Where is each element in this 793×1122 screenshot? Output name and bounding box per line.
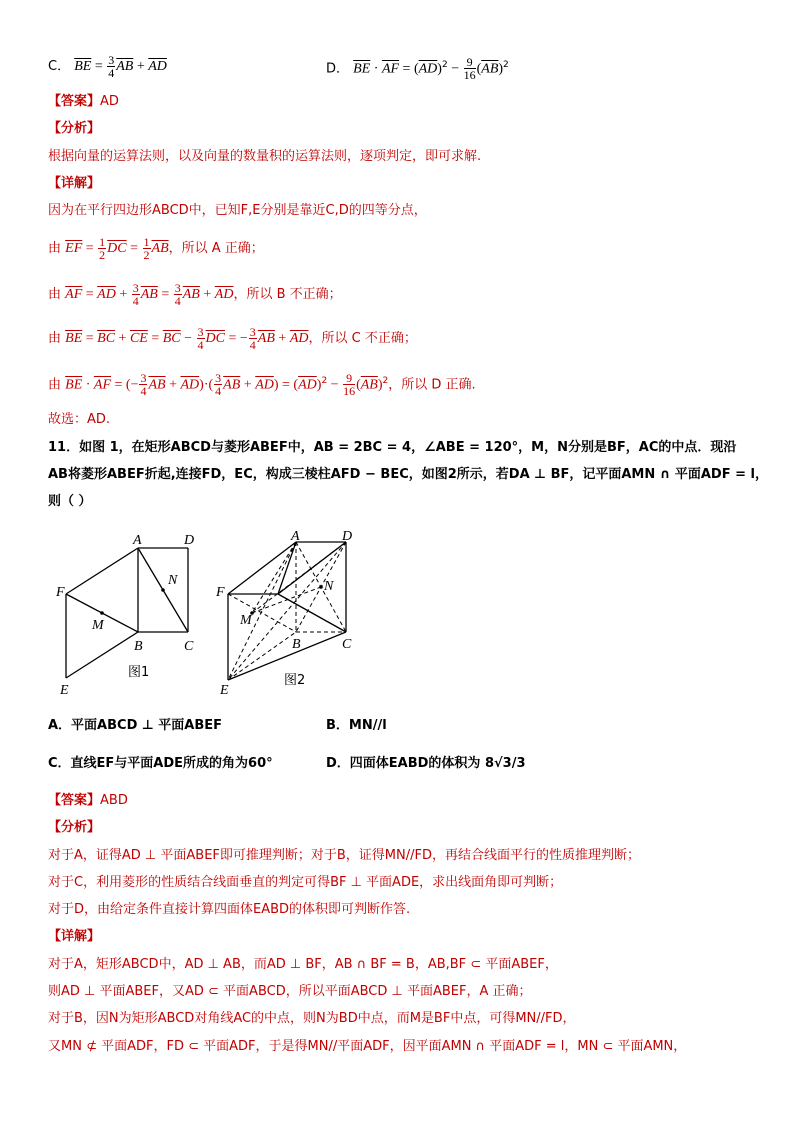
- q11-stem-line1: 11．如图 1，在矩形ABCD与菱形ABEF中，AB = 2BC = 4，∠ABE = 120°，M，N分别是BF，AC的中点．现沿: [48, 440, 737, 455]
- analysis-tag: 【分析】: [48, 820, 101, 835]
- figure-1: [50, 528, 200, 696]
- q10-detail-tag: [48, 173, 100, 195]
- q11-analysis-1: 对于A，证得AD ⊥ 平面ABEF即可推理判断；对于B，证得MN//FD，再结合线面平行的性质推理判断；: [48, 848, 640, 863]
- q11-stem-line3: 则（ ）: [48, 494, 92, 509]
- q10-option-d-label: D．: [326, 61, 350, 77]
- q10-step-c: 由 $\overline{BE} = \overline{BC} + \overline{CE} = \overline{BC}$ − $\frac{3}{4}$ $\overline{DC}$ = − $\frac{3}{4}$ $\overline{AB} + \overline{AD}$，所以 C 不正确；: [48, 325, 417, 352]
- q11-detail-4: 又MN ⊄ 平面ADF，FD ⊂ 平面ADF，于是得MN//平面ADF，因平面AMN ∩ 平面ADF = l，MN ⊂ 平面AMN，: [48, 1039, 687, 1054]
- q10-analysis-text: 根据向量的运算法则，以及向量的数量积的运算法则，逐项判定，即可求解.: [48, 149, 482, 164]
- q10-detail-intro: 因为在平行四边形ABCD中，已知F,E分别是靠近C,D的四等分点，: [48, 203, 427, 218]
- q10-step-d: 由 $\overline{BE} \cdot \overline{AF}$ = (− $\frac{3}{4}$ $\overline{AB} + \overline{AD})\cdot$( $\frac{3}{4}$ $\overline{AB} + \overline{AD}) = (\overline{AD})^2$ − $\frac{9}{16}$ $(\overline{AB})^2$，所以 D 正确.: [48, 371, 476, 399]
- fig2-label-m: M: [240, 613, 252, 628]
- q11-option-d: D．四面体EABD的体积为 8√3/3: [326, 756, 526, 771]
- q10-analysis-tag: [48, 118, 100, 140]
- fig2-label-n: N: [324, 579, 334, 594]
- fig1-label-b: B: [134, 639, 143, 654]
- fig2-label-b: B: [292, 637, 301, 652]
- fig1-label-c: C: [184, 639, 194, 654]
- fig2-label-f: F: [216, 585, 225, 600]
- q10-step-a: 由 $\overline{EF}$ = $\frac{1}{2}$ $\overline{DC}$ = $\frac{1}{2}$ $\overline{AB}$，所以 A 正确；: [48, 235, 264, 262]
- detail-tag: 【详解】: [48, 929, 101, 944]
- q11-detail-tag: [48, 926, 100, 948]
- q10-conclusion: 故选：AD.: [48, 412, 111, 427]
- q11-stem-line2: AB将菱形ABEF折起,连接FD，EC，构成三棱柱AFD − BEC，如图2所示，若DA ⊥ BF，记平面AMN ∩ 平面ADF = l，: [48, 467, 768, 482]
- answer-tag: 【答案】: [48, 94, 101, 109]
- q10-option-c: C． $\overline{BE}$ = $\frac{3}{4}$ $\overline{AB} + \overline{AD}$: [48, 53, 167, 80]
- q11-answer: [48, 790, 128, 812]
- q11-analysis-tag: [48, 817, 100, 839]
- fig2-label-e: E: [220, 683, 229, 696]
- fig2-label-a: A: [291, 529, 300, 544]
- detail-tag: 【详解】: [48, 176, 101, 191]
- fig1-label-f: F: [56, 585, 65, 600]
- fig1-label-m: M: [92, 618, 104, 633]
- q11-analysis-3: 对于D，由给定条件直接计算四面体EABD的体积即可判断作答.: [48, 902, 411, 917]
- q11-detail-2: 则AD ⊥ 平面ABEF，又AD ⊂ 平面ABCD，所以平面ABCD ⊥ 平面ABEF，A 正确；: [48, 984, 532, 999]
- figure-2: [212, 528, 362, 696]
- q11-analysis-2: 对于C，利用菱形的性质结合线面垂直的判定可得BF ⊥ 平面ADE，求出线面角即可判断；: [48, 875, 563, 890]
- fig1-label-a: A: [133, 533, 142, 548]
- q10-option-c-label: C．: [48, 59, 71, 74]
- q10-answer-value: AD: [100, 94, 119, 109]
- q10-step-b: 由 $\overline{AF} = \overline{AD}$ + $\frac{3}{4}$ $\overline{AB}$ = $\frac{3}{4}$ $\overline{AB} + \overline{AD}$，所以 B 不正确；: [48, 281, 342, 308]
- q10-answer: [48, 91, 119, 113]
- fig1-label-d: D: [184, 533, 195, 548]
- fig2-label-c: C: [342, 637, 352, 652]
- fig1-label-n: N: [168, 573, 178, 588]
- q11-option-c: C．直线EF与平面ADE所成的角为60°: [48, 756, 273, 771]
- q11-option-a: A．平面ABCD ⊥ 平面ABEF: [48, 718, 223, 733]
- q11-option-b: B．MN//l: [326, 718, 387, 733]
- fig1-label-e: E: [60, 683, 69, 696]
- fig2-label-d: D: [342, 529, 353, 544]
- q10-option-d: D． $\overline{BE} \cdot \overline{AF} = (\overline{AD})^2$ − $\frac{9}{16}$ $(\overline{AB})^2$: [326, 55, 509, 83]
- q11-detail-3: 对于B，因N为矩形ABCD对角线AC的中点，则N为BD中点，而M是BF中点，可得MN//FD，: [48, 1011, 576, 1026]
- analysis-tag: 【分析】: [48, 121, 101, 136]
- q11-answer-value: ABD: [100, 793, 128, 808]
- fig1-caption: 图1: [128, 665, 150, 680]
- q11-detail-1: 对于A，矩形ABCD中，AD ⊥ AB，而AD ⊥ BF，AB ∩ BF = B，AB,BF ⊂ 平面ABEF，: [48, 957, 558, 972]
- answer-tag: 【答案】: [48, 793, 101, 808]
- fig2-caption: 图2: [284, 673, 306, 688]
